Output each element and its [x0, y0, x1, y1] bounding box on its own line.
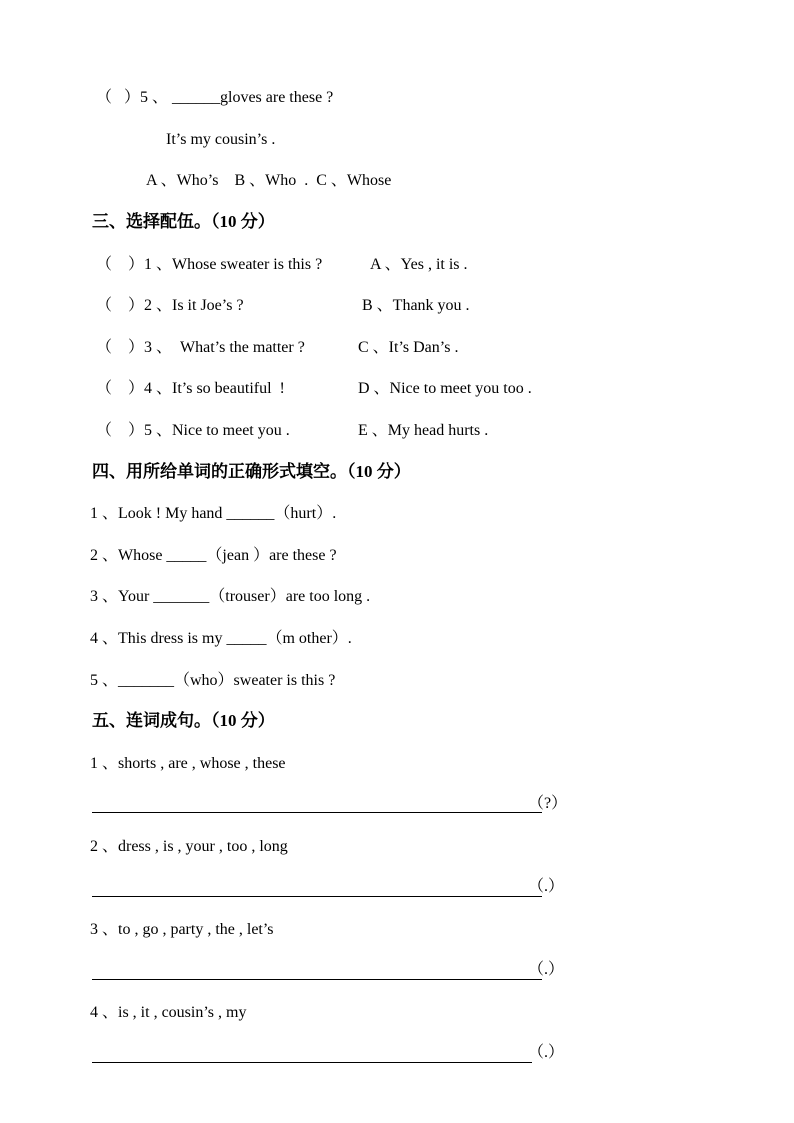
- question-5-reply: It’s my cousin’s .: [166, 131, 276, 148]
- answer-line-2: [92, 896, 542, 897]
- fill-item-3: 3 、Your _______（trouser）are too long .: [90, 588, 371, 605]
- end-mark-4: （.）: [528, 1044, 565, 1061]
- answer-line-4: [92, 1062, 532, 1063]
- section-4-heading: 四、用所给单词的正确形式填空。（10 分）: [92, 462, 411, 481]
- end-mark-1: （?）: [528, 795, 568, 812]
- match-left-1: （ ）1 、Whose sweater is this ?: [96, 256, 323, 273]
- match-right-4: D 、Nice to meet you too .: [358, 380, 532, 397]
- reorder-words-3: 3 、to , go , party , the , let’s: [90, 921, 274, 938]
- match-right-1: A 、Yes , it is .: [370, 256, 468, 273]
- fill-item-5: 5 、_______（who）sweater is this ?: [90, 672, 336, 689]
- reorder-words-4: 4 、is , it , cousin’s , my: [90, 1004, 247, 1021]
- question-5-stem: （ ）5 、 ______gloves are these ?: [96, 89, 334, 106]
- end-mark-2: （.）: [528, 878, 565, 895]
- match-right-3: C 、It’s Dan’s .: [358, 339, 459, 356]
- reorder-words-2: 2 、dress , is , your , too , long: [90, 838, 288, 855]
- match-right-5: E 、My head hurts .: [358, 422, 489, 439]
- section-5-heading: 五、连词成句。（10 分）: [92, 711, 275, 730]
- reorder-words-1: 1 、shorts , are , whose , these: [90, 755, 286, 772]
- match-left-2: （ ）2 、Is it Joe’s ?: [96, 297, 244, 314]
- fill-item-1: 1 、Look ! My hand ______（hurt）.: [90, 505, 337, 522]
- answer-line-1: [92, 812, 542, 813]
- match-right-2: B 、Thank you .: [362, 297, 470, 314]
- fill-item-4: 4 、This dress is my _____（m other）.: [90, 630, 352, 647]
- match-left-5: （ ）5 、Nice to meet you .: [96, 422, 290, 439]
- end-mark-3: （.）: [528, 961, 565, 978]
- match-left-3: （ ）3 、 What’s the matter ?: [96, 339, 305, 356]
- answer-line-3: [92, 979, 542, 980]
- fill-item-2: 2 、Whose _____（jean ）are these ?: [90, 547, 337, 564]
- match-left-4: （ ）4 、It’s so beautiful !: [96, 380, 285, 397]
- section-3-heading: 三、选择配伍。（10 分）: [92, 212, 275, 231]
- question-5-options: A 、Who’s B 、Who . C 、Whose: [146, 172, 392, 189]
